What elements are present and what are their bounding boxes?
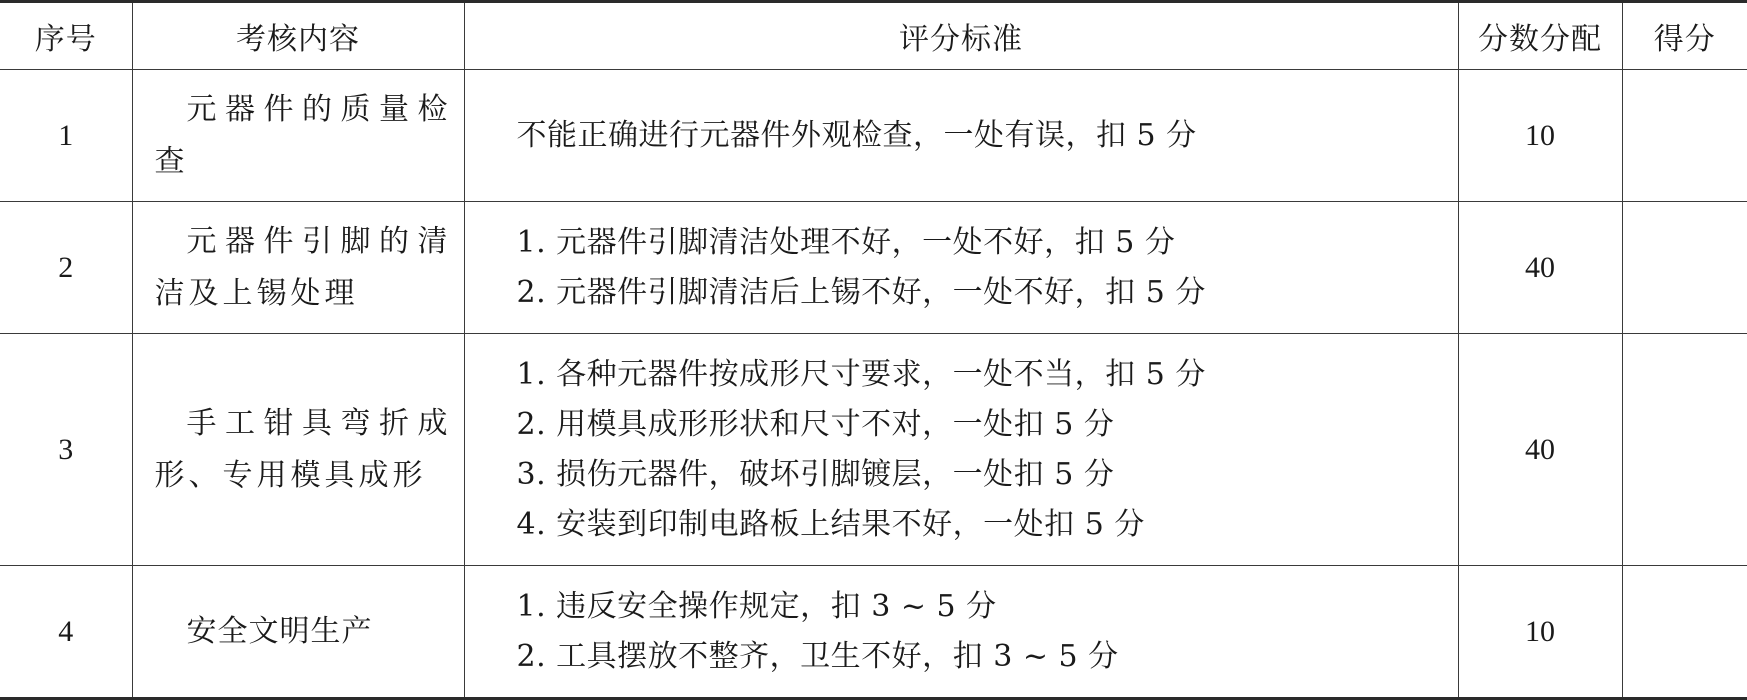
- row-criteria: [464, 566, 1458, 699]
- row-score[interactable]: [1622, 202, 1747, 334]
- header-index: 序号: [0, 2, 132, 70]
- criteria-line: 1. 各种元器件按成形尺寸要求，一处不当，扣 5 分: [516, 356, 1206, 392]
- table-body: [0, 70, 1747, 699]
- row-index: 3: [0, 334, 132, 566]
- row-points: 40: [1458, 202, 1622, 334]
- header-row: [0, 2, 1747, 70]
- row-content: 元器件的质量检查: [132, 70, 464, 202]
- table-row: [0, 70, 1747, 202]
- row-criteria: [464, 202, 1458, 334]
- criteria-line: 2. 用模具成形形状和尺寸不对，一处扣 5 分: [516, 406, 1115, 442]
- row-score[interactable]: [1622, 334, 1747, 566]
- criteria-line: 4. 安装到印制电路板上结果不好，一处扣 5 分: [516, 506, 1145, 542]
- table-row: [0, 334, 1747, 566]
- row-points: 10: [1458, 70, 1622, 202]
- row-criteria: [464, 70, 1458, 202]
- header-score: 得分: [1622, 2, 1747, 70]
- criteria-line: 不能正确进行元器件外观检查，一处有误，扣 5 分: [516, 117, 1197, 153]
- criteria-line: 2. 元器件引脚清洁后上锡不好，一处不好，扣 5 分: [516, 274, 1206, 310]
- row-points: 40: [1458, 334, 1622, 566]
- row-content: 安全文明生产: [132, 566, 464, 699]
- criteria-line: 2. 工具摆放不整齐，卫生不好，扣 3 ~ 5 分: [516, 638, 1119, 674]
- row-score[interactable]: [1622, 70, 1747, 202]
- table-header: [0, 2, 1747, 70]
- row-points: 10: [1458, 566, 1622, 699]
- criteria-line: 1. 违反安全操作规定，扣 3 ~ 5 分: [516, 588, 997, 624]
- row-index: 2: [0, 202, 132, 334]
- table-row: [0, 566, 1747, 699]
- table-row: [0, 202, 1747, 334]
- row-score[interactable]: [1622, 566, 1747, 699]
- row-content: 元器件引脚的清洁及上锡处理: [132, 202, 464, 334]
- row-criteria: [464, 334, 1458, 566]
- criteria-line: 1. 元器件引脚清洁处理不好，一处不好，扣 5 分: [516, 224, 1176, 260]
- criteria-line: 3. 损伤元器件，破坏引脚镀层，一处扣 5 分: [516, 456, 1115, 492]
- row-content: 手工钳具弯折成形、专用模具成形: [132, 334, 464, 566]
- row-index: 1: [0, 70, 132, 202]
- header-criteria: 评分标准: [464, 2, 1458, 70]
- row-index: 4: [0, 566, 132, 699]
- header-points: 分数分配: [1458, 2, 1622, 70]
- header-content: 考核内容: [132, 2, 464, 70]
